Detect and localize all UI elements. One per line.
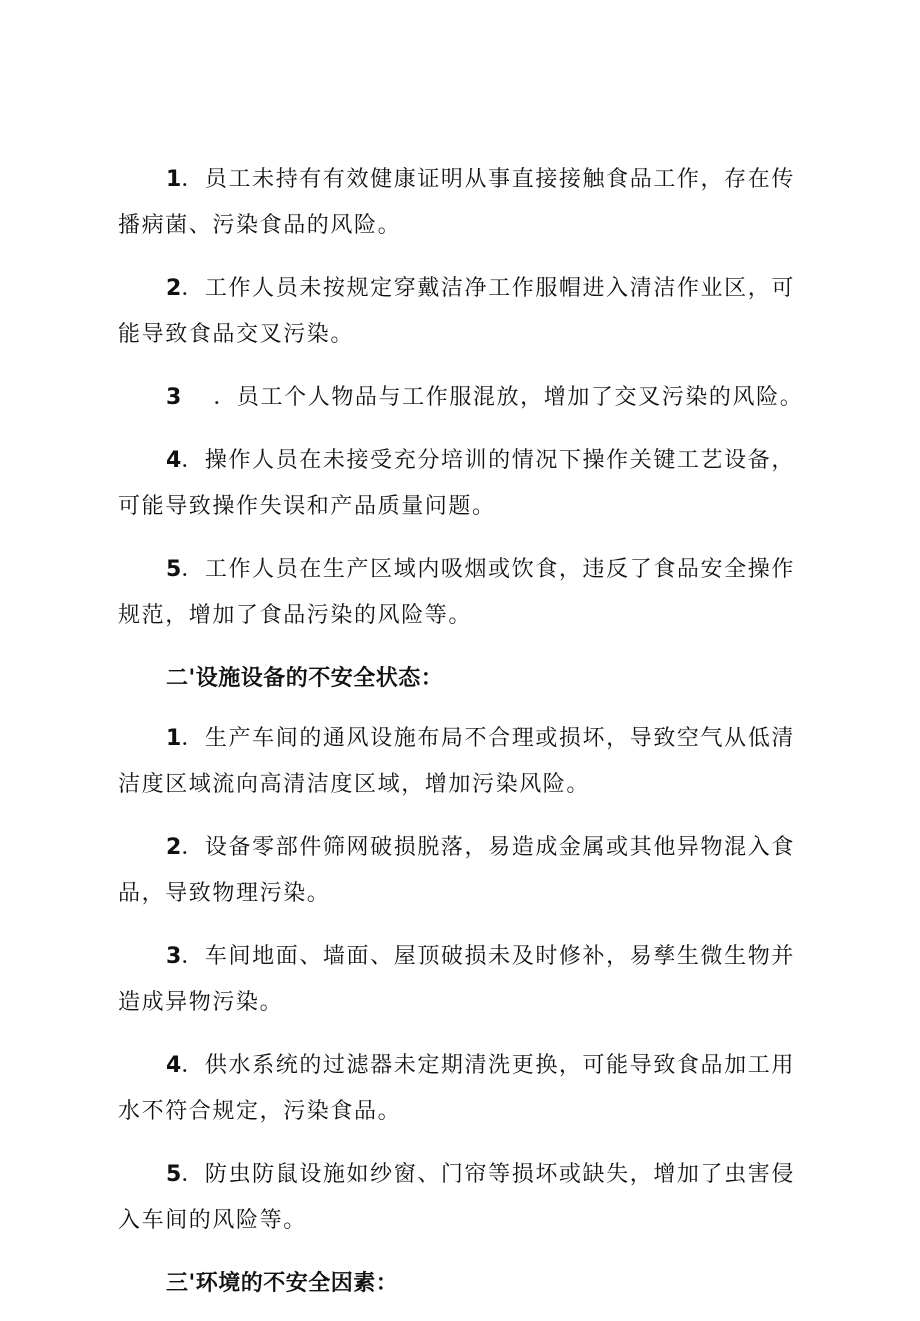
- item-number: 1: [166, 167, 182, 192]
- item-number: 5: [166, 557, 182, 582]
- item-text: ．工作人员未按规定穿戴洁净工作服帽进入清洁作业区，可能导致食品交叉污染。: [118, 276, 795, 347]
- item-number: 3: [166, 944, 182, 969]
- item-number: 5: [166, 1162, 182, 1187]
- paragraph-item-4: [118, 1043, 808, 1135]
- section-heading-facilities: 二'设施设备的不安全状态：: [166, 666, 444, 691]
- paragraph-item-4: [118, 438, 808, 530]
- item-number: 4: [166, 1053, 182, 1078]
- paragraph-item-5: [118, 547, 808, 639]
- paragraph-item-1: [118, 716, 808, 808]
- paragraph-item-2: [118, 266, 808, 358]
- item-number: 4: [166, 448, 182, 473]
- section-heading-environment: 三'环境的不安全因素：: [166, 1271, 399, 1296]
- item-text: ．员工个人物品与工作服混放，增加了交叉污染的风险。: [213, 385, 804, 410]
- paragraph-item-1: [118, 157, 808, 249]
- item-text: ．生产车间的通风设施布局不合理或损坏，导致空气从低清洁度区域流向高清洁度区域，增加污染风险。: [118, 726, 795, 797]
- paragraph-item-5: [118, 1152, 808, 1244]
- item-text: ．工作人员在生产区域内吸烟或饮食，违反了食品安全操作规范，增加了食品污染的风险等。: [118, 557, 795, 628]
- item-number: 3: [166, 385, 182, 410]
- item-number: 1: [166, 726, 182, 751]
- paragraph-item-3: [118, 375, 808, 421]
- item-text: ．车间地面、墙面、屋顶破损未及时修补，易孳生微生物并造成异物污染。: [118, 944, 795, 1015]
- item-text: ．供水系统的过滤器未定期清洗更换，可能导致食品加工用水不符合规定，污染食品。: [118, 1053, 795, 1124]
- paragraph-item-2: [118, 825, 808, 917]
- item-number: 2: [166, 276, 182, 301]
- item-text: ．员工未持有有效健康证明从事直接接触食品工作，存在传播病菌、污染食品的风险。: [118, 167, 795, 238]
- paragraph-item-3: [118, 934, 808, 1026]
- item-text: ．操作人员在未接受充分培训的情况下操作关键工艺设备，可能导致操作失误和产品质量问题。: [118, 448, 795, 519]
- item-text: ．设备零部件筛网破损脱落，易造成金属或其他异物混入食品，导致物理污染。: [118, 835, 795, 906]
- item-text: ．防虫防鼠设施如纱窗、门帘等损坏或缺失，增加了虫害侵入车间的风险等。: [118, 1162, 795, 1233]
- document-body: [118, 157, 808, 1321]
- item-number: 2: [166, 835, 182, 860]
